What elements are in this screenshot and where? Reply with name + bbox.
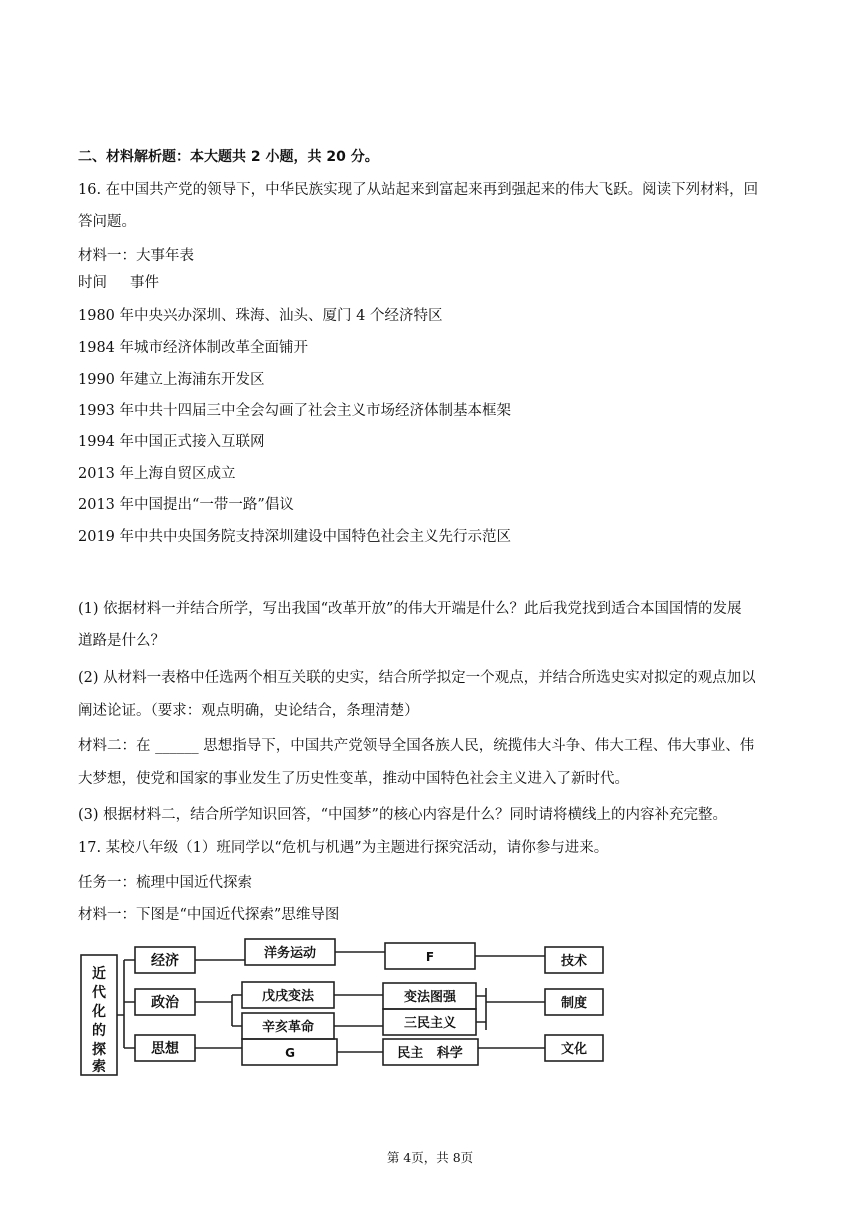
table-header: 时间 事件 bbox=[78, 275, 160, 291]
q16-sub2-line1: (2) 从材料一表格中任选两个相互关联的史实，结合所学拟定一个观点，并结合所选史实对拟定的观点加以 bbox=[78, 670, 756, 686]
thought-label: 思想 bbox=[151, 1041, 179, 1057]
q17-material1: 材料一：下图是“中国近代探索”思维导图 bbox=[78, 907, 340, 923]
root-char: 索 bbox=[92, 1059, 106, 1075]
section-heading: 二、材料解析题：本大题共 2 小题，共 20 分。 bbox=[78, 149, 379, 165]
culture-label: 文化 bbox=[560, 1042, 588, 1057]
event-item: 1993 年中共十四届三中全会勾画了社会主义市场经济体制基本框架 bbox=[78, 403, 512, 419]
g-label: G bbox=[285, 1046, 295, 1060]
q16-sub2-line2: 阐述论证。（要求：观点明确，史论结合，条理清楚） bbox=[78, 703, 419, 719]
root-char: 代 bbox=[92, 985, 106, 1001]
economy-label: 经济 bbox=[151, 953, 179, 969]
q16-sub1-line2: 道路是什么？ bbox=[78, 633, 165, 649]
f-label: F bbox=[425, 950, 435, 964]
root-char: 探 bbox=[92, 1042, 106, 1058]
event-item: 2013 年上海自贸区成立 bbox=[78, 466, 236, 482]
event-item: 1990 年建立上海浦东开发区 bbox=[78, 372, 265, 388]
technology-label: 技术 bbox=[560, 954, 588, 969]
politics-label: 政治 bbox=[151, 995, 179, 1011]
event-item: 1994 年中国正式接入互联网 bbox=[78, 434, 265, 450]
event-item: 1980 年中央兴办深圳、珠海、汕头、厦门 4 个经济特区 bbox=[78, 308, 443, 324]
three-principles-label: 三民主义 bbox=[403, 1016, 457, 1031]
mind-map bbox=[0, 935, 860, 1095]
q17-task1: 任务一：梳理中国近代探索 bbox=[78, 875, 252, 891]
q16-sub1-line1: (1) 依据材料一并结合所学，写出我国“改革开放”的伟大开端是什么？此后我党找到适合本国国情的发展 bbox=[78, 601, 742, 617]
revolution1911-label: 辛亥革命 bbox=[261, 1020, 315, 1035]
q16-sub3: (3) 根据材料二，结合所学知识回答，“中国梦”的核心内容是什么？同时请将横线上的内容补充完整。 bbox=[78, 807, 727, 823]
event-item: 1984 年城市经济体制改革全面铺开 bbox=[78, 340, 309, 356]
q16-intro-line1: 16. 在中国共产党的领导下，中华民族实现了从站起来到富起来再到强起来的伟大飞跃。阅读下列材料，回 bbox=[78, 182, 759, 198]
system-label: 制度 bbox=[560, 996, 588, 1011]
westernization-label: 洋务运动 bbox=[263, 946, 317, 961]
q17-intro: 17. 某校八年级（1）班同学以“危机与机遇”为主题进行探究活动，请你参与进来。 bbox=[78, 840, 609, 856]
reform-strength-label: 变法图强 bbox=[403, 990, 457, 1005]
reform1898-label: 戊戌变法 bbox=[261, 989, 315, 1004]
material2-line2: 大梦想，使党和国家的事业发生了历史性变革，推动中国特色社会主义进入了新时代。 bbox=[78, 771, 629, 787]
root-char: 近 bbox=[92, 966, 106, 982]
page-footer: 第 4页，共 8页 bbox=[386, 1150, 474, 1165]
democracy-science-label: 民主 科学 bbox=[397, 1046, 463, 1061]
root-char: 的 bbox=[92, 1023, 106, 1039]
event-item: 2019 年中共中央国务院支持深圳建设中国特色社会主义先行示范区 bbox=[78, 529, 512, 545]
material2-line1: 材料二：在 ______ 思想指导下，中国共产党领导全国各族人民，统揽伟大斗争、伟大工程、伟大事业、伟 bbox=[78, 738, 755, 754]
q16-intro-line2: 答问题。 bbox=[78, 214, 136, 230]
event-item: 2013 年中国提出“一带一路”倡议 bbox=[78, 497, 294, 513]
material1-title: 材料一：大事年表 bbox=[78, 248, 194, 264]
root-char: 化 bbox=[92, 1004, 106, 1020]
